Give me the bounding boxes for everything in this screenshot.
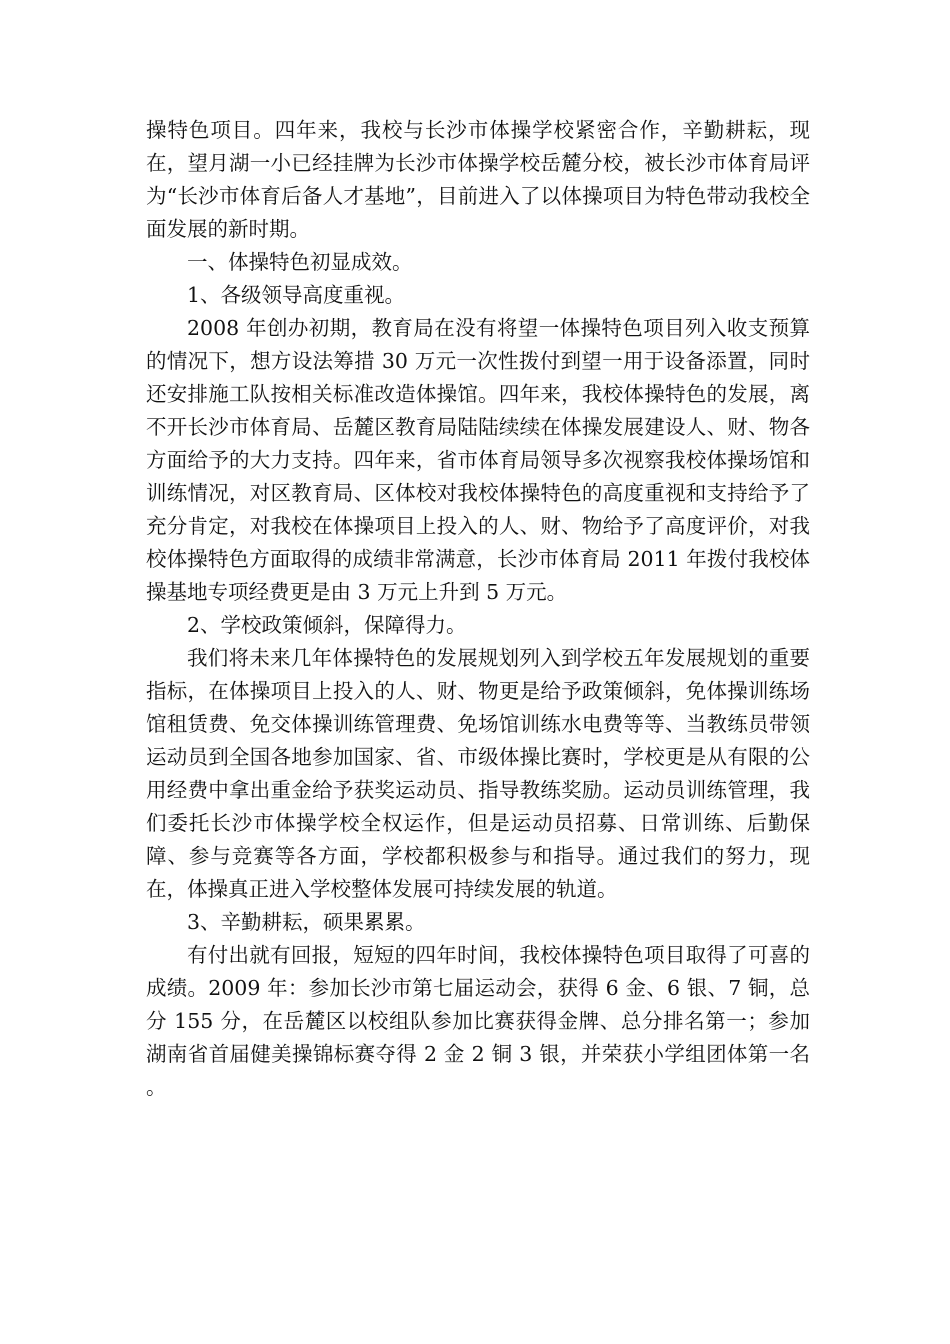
document-page (146, 114, 810, 1104)
paragraph-intro-continued: 操特色项目。四年来，我校与长沙市体操学校紧密合作，辛勤耕耘，现在，望月湖一小已经挂牌为长沙市体操学校岳麓分校，被长沙市体育局评为“长沙市体育后备人才基地”，目前进入了以体操项目为特色带动我校全面发展的新时期。 (146, 118, 810, 241)
subheading-1: 1、各级领导高度重视。 (187, 283, 406, 307)
subheading-3: 3、辛勤耕耘，硕果累累。 (187, 910, 426, 934)
paragraph-school-policy: 我们将未来几年体操特色的发展规划列入到学校五年发展规划的重要指标，在体操项目上投入的人、财、物更是给予政策倾斜，免体操训练场馆租赁费、免交体操训练管理费、免场馆训练水电费等等、当教练员带领运动员到全国各地参加国家、省、市级体操比赛时，学校更是从有限的公用经费中拿出重金给予获奖运动员、指导教练奖励。运动员训练管理，我们委托长沙市体操学校全权运作，但是运动员招募、日常训练、后勤保障、参与竞赛等各方面，学校都积极参与和指导。通过我们的努力，现在，体操真正进入学校整体发展可持续发展的轨道。 (146, 646, 810, 901)
paragraph-achievements: 有付出就有回报，短短的四年时间，我校体操特色项目取得了可喜的成绩。2009 年：参加长沙市第七届运动会，获得 6 金、6 银、7 铜，总分 155 分，在岳麓区以校组队参加比赛获得金牌、总分排名第一；参加湖南省首届健美操锦标赛夺得 2 金 2 铜 3 银，并荣获小学组团体第一名 。 (146, 943, 810, 1099)
subheading-2: 2、学校政策倾斜，保障得力。 (187, 613, 467, 637)
paragraph-leadership-support: 2008 年创办初期，教育局在没有将望一体操特色项目列入收支预算的情况下，想方设法筹措 30 万元一次性拨付到望一用于设备添置，同时还安排施工队按相关标准改造体操馆。四年来，我校体操特色的发展，离不开长沙市体育局、岳麓区教育局陆陆续续在体操发展建设人、财、物各方面给予的大力支持。四年来，省市体育局领导多次视察我校体操场馆和训练情况，对区教育局、区体校对我校体操特色的高度重视和支持给予了充分肯定，对我校在体操项目上投入的人、财、物给予了高度评价，对我校体操特色方面取得的成绩非常满意，长沙市体育局 2011 年拨付我校体操基地专项经费更是由 3 万元上升到 5 万元。 (146, 316, 810, 604)
heading-section-1: 一、体操特色初显成效。 (187, 250, 413, 274)
